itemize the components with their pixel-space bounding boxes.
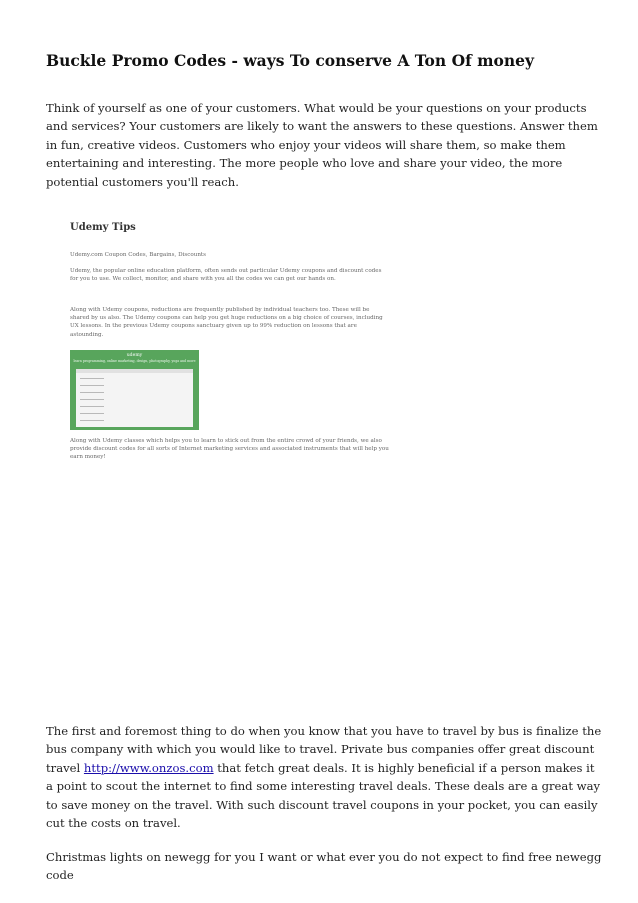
thumbnail-row <box>80 378 104 379</box>
page-title: Buckle Promo Codes - ways To conserve A Ton Of money <box>46 51 535 70</box>
thumbnail-row <box>80 413 104 414</box>
thumbnail-row <box>80 385 104 386</box>
udemy-tagline: learn programming, online marketing, design, photography, yoga and more <box>73 359 196 363</box>
thumbnail-table-header <box>76 369 193 373</box>
paragraph-intro: Think of yourself as one of your customers. What would be your questions on your products and services? Your customers are likely to want the answers to these questions. Answer them in fun, creative videos. Customers who enjoy your videos will share them, so make them entertaining and interesting. The more people who love and share your video, the more potential customers you'll reach. <box>46 101 598 189</box>
embedded-subtitle: Udemy.com Coupon Codes, Bargains, Discounts <box>70 252 207 258</box>
thumbnail-row <box>80 420 104 421</box>
thumbnail-row <box>80 406 104 407</box>
onzos-link[interactable]: http://www.onzos.com <box>83 760 214 775</box>
udemy-logo-text: udemy <box>126 353 143 358</box>
paragraph-newegg: Christmas lights on newegg for you I want or what ever you do not expect to find free newegg code <box>46 850 602 883</box>
embedded-title: Udemy Tips <box>70 222 136 233</box>
paragraph-bus-travel <box>46 722 602 832</box>
paragraph-text: that fetch great deals. It is highly beneficial if a person makes it a point to scout the internet to find some interesting travel deals. These deals are a great way to save money on the travel. With such discount travel coupons in your pocket, you can easily cut the costs on travel. <box>46 760 601 831</box>
embedded-paragraph-1: Udemy, the popular online education platform, often sends out particular Udemy coupons and discount codes for you to use. We collect, monitor, and share with you all the codes we can get our hands on. <box>70 268 382 283</box>
embedded-paragraph-3: Along with Udemy classes which helps you to learn to stick out from the entire crowd of your friends, we also provide discount codes for all sorts of Internet marketing services and associated instruments that will help you earn money! <box>70 438 389 461</box>
udemy-site-thumbnail <box>70 350 199 430</box>
thumbnail-row <box>80 392 104 393</box>
embedded-paragraph-2: Along with Udemy coupons, reductions are frequently published by individual teachers too. These will be shared by us also. The Udemy coupons can help you get huge reductions on a big choice of courses, including UX lessons. In the previous Udemy coupons sanctuary given up to 99% reduction on lessons that are astounding. <box>70 307 383 338</box>
paragraph-text: The first and foremost thing to do when you know that you have to travel by bus is finalize the bus company with which you would like to travel. Private bus companies offer great discount travel <box>46 724 602 775</box>
thumbnail-row <box>80 399 104 400</box>
embedded-screenshot <box>70 222 410 472</box>
thumbnail-table <box>76 369 193 427</box>
